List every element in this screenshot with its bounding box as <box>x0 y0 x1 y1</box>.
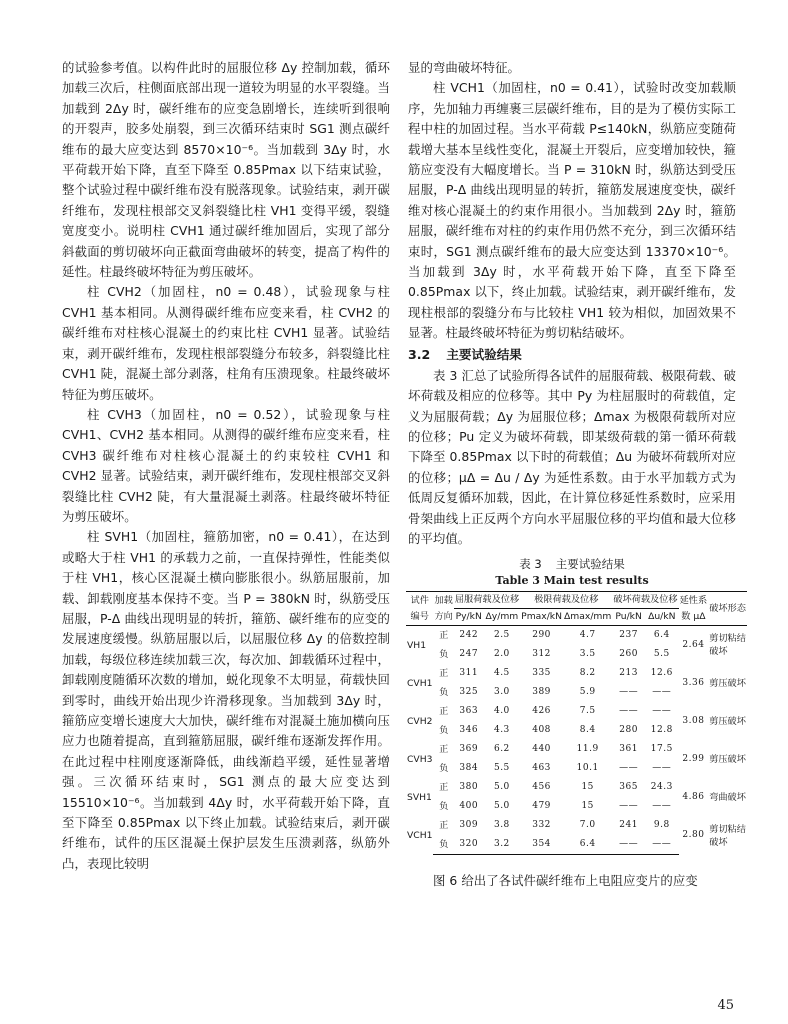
cell-ductility: 2.80 <box>682 830 705 841</box>
th-pu: Pu/kN <box>612 609 645 626</box>
cell-value: 213 <box>619 668 638 679</box>
cell-value: 400 <box>459 801 479 812</box>
table-row <box>406 702 747 721</box>
cell-value: 10.1 <box>576 763 599 774</box>
cell-value: 365 <box>619 782 638 793</box>
th-specimen: 试件 <box>406 592 433 609</box>
cell-value: 241 <box>619 820 638 831</box>
cell-direction: 正 <box>439 706 449 718</box>
cell-direction: 正 <box>439 630 449 642</box>
th-du: Δu/kN <box>645 609 679 626</box>
cell-specimen-id: VH1 <box>407 639 427 651</box>
cell-value: 325 <box>459 687 479 698</box>
cell-value: —— <box>652 763 672 774</box>
cell-value: 8.2 <box>579 668 596 679</box>
cell-value: —— <box>652 687 672 698</box>
cell-value: 389 <box>532 687 551 698</box>
cell-value: 309 <box>459 820 479 831</box>
cell-value: 479 <box>532 801 551 812</box>
cell-direction: 负 <box>439 763 449 775</box>
th-ductility: 延性系 <box>679 592 709 609</box>
table-row <box>406 778 747 797</box>
cell-value: 363 <box>459 706 479 717</box>
table-row <box>406 740 747 759</box>
cell-value: 4.7 <box>579 630 596 641</box>
cell-value: 5.5 <box>653 649 670 660</box>
cell-value: 12.8 <box>650 725 673 736</box>
section-title: 主要试验结果 <box>446 346 522 362</box>
th-direction: 加载 <box>433 592 453 609</box>
cell-value: 5.0 <box>493 801 510 812</box>
cell-direction: 负 <box>433 835 453 855</box>
cell-specimen-id: SVH1 <box>407 791 432 803</box>
cell-value: 242 <box>459 630 479 641</box>
cell-failure-mode: 剪切粘结破坏 <box>709 823 746 848</box>
cell-value: 4.3 <box>493 725 510 736</box>
cell-ductility: 3.08 <box>682 715 705 726</box>
cell-value: 4.0 <box>493 706 510 717</box>
table-row <box>406 626 747 646</box>
cell-value: 320 <box>454 835 484 855</box>
paragraph-cvh3: 柱 CVH3（加固柱，n0 = 0.52），试验现象与柱 CVH1、CVH2 基本相同。从测得的碳纤维布应变来看，柱 CVH3 碳纤维布对柱核心混凝土的约束较柱 CVH1 和 CVH2 显著。试验结束，剥开碳纤维布，发现柱根部交叉斜裂缝比柱 CVH2 陡，有大量混凝土剥落。柱最终破坏特征为剪压破坏。 <box>62 406 390 524</box>
cell-value: 3.0 <box>493 687 510 698</box>
table-body <box>406 626 747 855</box>
cell-value: —— <box>619 763 639 774</box>
cell-value: 2.0 <box>493 649 510 660</box>
cell-specimen-id: CVH2 <box>407 715 433 727</box>
cell-value: —— <box>619 706 639 717</box>
cell-value: 7.0 <box>579 820 596 831</box>
cell-value: 440 <box>532 744 551 755</box>
section-heading <box>408 344 736 366</box>
th-failure-mode: 破坏形态 <box>708 592 747 626</box>
cell-value: 8.4 <box>579 725 596 736</box>
paragraph-vch1: 柱 VCH1（加固柱，n0 = 0.41），试验时改变加载顺序，先加轴力再缠裹三层碳纤维布，目的是为了模仿实际工程中柱的加固过程。当水平荷载 P≤140kN，纵筋应变随荷载增大基本呈线性变化，混凝土开裂后，应变增加较快，箍筋应变没有大幅度增长。当 P = 310kN 时，纵筋达到受压屈服，P-Δ 曲线出现明显的转折，箍筋发展速度变快，碳纤维对核心混凝土的约束作用很小。当加载到 2Δy 时，箍筋屈服，碳纤维布对柱的约束作用仍然不充分，到三次循环结束时，SG1 测点碳纤维布的最大应变达到 13370×10⁻⁶。当加载到 3Δy 时，水平荷载开始下降，直至下降至 0.85Pmax 以下，终止加载。试验结束，剥开碳纤维布，发现柱根部的裂缝分布与比较柱 VH1 较为相似，加固效果不显著。柱最终破坏特征为剪切粘结破坏。 <box>408 80 736 341</box>
table-caption-cn <box>408 555 736 573</box>
cell-value: 369 <box>459 744 479 755</box>
th-failure-load: 破坏荷载及位移 <box>612 592 678 609</box>
cell-direction: 负 <box>439 649 449 661</box>
section-number: 3.2 <box>408 346 431 362</box>
cell-failure-mode: 剪压破坏 <box>709 677 746 689</box>
cell-value: 346 <box>459 725 479 736</box>
cell-specimen-id: CVH1 <box>407 677 433 689</box>
cell-value: 5.0 <box>493 782 510 793</box>
cell-value: 290 <box>532 630 551 641</box>
paragraph-cvh1-continued: 的试验参考值。以构件此时的屈服位移 Δy 控制加载，循环加载三次后，柱侧面底部出现一道较为明显的水平裂缝。当加载到 2Δy 时，碳纤维布的应变急剧增长，连续听到很响的开裂声，胶多处崩裂，到三次循环结束时 SG1 测点碳纤维布的最大应变达到 8570×10⁻⁶。当加载到 3Δy 时，水平荷载开始下降，直至下降至 0.85Pmax 以下结束试验，整个试验过程中碳纤维布没有脱落现象。试验结束，剥开碳纤维布，发现柱根部交叉斜裂缝比柱 VH1 变得平缓，裂缝宽度变小。说明柱 CVH1 通过碳纤维加固后，实现了部分斜截面的剪切破坏向正截面弯曲破坏的转变，提高了构件的延性。柱最终破坏特征为剪压破坏。 <box>62 60 390 280</box>
cell-value: 7.5 <box>579 706 596 717</box>
cell-value: —— <box>619 801 639 812</box>
cell-value: 354 <box>520 835 563 855</box>
cell-value: 463 <box>532 763 551 774</box>
cell-value: 332 <box>532 820 551 831</box>
cell-value: 335 <box>532 668 551 679</box>
cell-value: 3.8 <box>493 820 510 831</box>
right-column <box>407 58 746 892</box>
paragraph-svh1: 柱 SVH1（加固柱，箍筋加密，n0 = 0.41），在达到或略大于柱 VH1 的承载力之前，一直保持弹性，性能类似于柱 VH1，核心区混凝土横向膨胀很小。纵筋屈服前，加载、卸载刚度基本保持不变。当 P = 380kN 时，纵筋受压屈服，P-Δ 曲线出现明显的转折，箍筋、碳纤维布的应变的发展速度缓慢。纵筋屈服以后，以屈服位移 Δy 的倍数控制加载，每级位移连续加载三次，每次加、卸载循环过程中，卸载刚度随循环次数的增加，蜕化现象不太明显，荷载快回到零时，曲线开始出现少许滑移现象。当加载到 3Δy 时，箍筋应变增长速度大大加快，碳纤维布对混凝土施加横向压应力也随着提高，直到箍筋屈服，碳纤维布逐渐发挥作用。在此过程中柱刚度逐渐降低，曲线渐趋平缓，延性显著增强。三次循环结束时，SG1 测点的最大应变达到 15510×10⁻⁶。当加载到 4Δy 时，水平荷载开始下降，直至下降至 0.85Pmax 以下终止加载。试验结束后，剥开碳纤维布，试件的压区混凝土保护层发生压溃剥落，纵筋外凸，表现比较明 <box>62 529 390 871</box>
cell-value: 6.4 <box>563 835 612 855</box>
table-caption-number: 表 3 <box>519 557 542 572</box>
cell-specimen-id: CVH3 <box>407 753 433 765</box>
cell-value: 3.5 <box>579 649 596 660</box>
cell-value: —— <box>645 835 679 855</box>
cell-specimen-id: VCH1 <box>407 830 433 842</box>
cell-value: 280 <box>619 725 638 736</box>
cell-value: 5.5 <box>493 763 510 774</box>
cell-value: 17.5 <box>650 744 673 755</box>
th-mu: 数 μΔ <box>679 609 709 626</box>
cell-value: 312 <box>532 649 551 660</box>
cell-value: 11.9 <box>576 744 599 755</box>
th-dy: Δy/mm <box>484 609 521 626</box>
cell-value: 247 <box>459 649 479 660</box>
cell-ductility: 2.99 <box>682 753 705 764</box>
page-number: 45 <box>717 998 734 1013</box>
cell-value: 15 <box>581 801 594 812</box>
th-yield: 屈服荷载及位移 <box>454 592 520 609</box>
cell-ductility: 2.64 <box>682 639 705 650</box>
cell-value: 237 <box>619 630 638 641</box>
cell-direction: 正 <box>439 782 449 794</box>
th-pmax: Pmax/kN <box>520 609 563 626</box>
cell-value: —— <box>612 835 645 855</box>
cell-value: 311 <box>459 668 479 679</box>
cell-value: 24.3 <box>650 782 673 793</box>
cell-value: 408 <box>532 725 551 736</box>
cell-value: 2.5 <box>493 630 510 641</box>
cell-value: 380 <box>459 782 479 793</box>
th-id-label: 编号 <box>406 609 433 626</box>
paragraph-svh1-end: 显的弯曲破坏特征。 <box>408 60 520 75</box>
cell-value: 4.5 <box>493 668 510 679</box>
cell-value: 6.2 <box>493 744 510 755</box>
cell-value: 456 <box>532 782 551 793</box>
table-row <box>406 816 747 835</box>
table-row <box>406 664 747 683</box>
cell-failure-mode: 剪切粘结破坏 <box>709 633 746 658</box>
left-column <box>62 58 390 874</box>
cell-direction: 负 <box>439 725 449 737</box>
cell-failure-mode: 剪压破坏 <box>709 753 746 765</box>
cell-direction: 负 <box>439 687 449 699</box>
cell-value: 260 <box>619 649 638 660</box>
cell-value: 361 <box>619 744 638 755</box>
th-ultimate: 极限荷载及位移 <box>520 592 612 609</box>
cell-ductility: 4.86 <box>682 791 705 802</box>
cell-direction: 负 <box>439 801 449 813</box>
cell-value: 15 <box>581 782 594 793</box>
cell-value: —— <box>652 706 672 717</box>
th-py: Py/kN <box>454 609 484 626</box>
cell-value: 3.2 <box>484 835 521 855</box>
table-caption-en: Table 3 Main test results <box>495 574 649 588</box>
cell-value: 6.4 <box>653 630 670 641</box>
cell-failure-mode: 弯曲破坏 <box>709 791 746 803</box>
th-dmax: Δmax/mm <box>563 609 612 626</box>
paragraph-figure6: 图 6 给出了各试件碳纤维布上电阻应变片的应变 <box>433 873 698 889</box>
cell-direction: 正 <box>439 668 449 680</box>
cell-value: 12.6 <box>650 668 673 679</box>
table-caption-title: 主要试验结果 <box>555 557 625 572</box>
cell-value: 9.8 <box>653 820 670 831</box>
cell-value: 384 <box>459 763 479 774</box>
th-dir-label: 方向 <box>433 609 453 626</box>
cell-value: —— <box>652 801 672 812</box>
paragraph-cvh2: 柱 CVH2（加固柱，n0 = 0.48），试验现象与柱 CVH1 基本相同。从测得碳纤维布应变来看，柱 CVH2 的碳纤维布对柱核心混凝土的约束比柱 CVH1 显著。试验结束，剥开碳纤维布，发现柱根部裂缝分布较多，斜裂缝比柱 CVH1 陡，混凝土部分剥落，柱角有压溃现象。柱最终破坏特征为剪压破坏。 <box>62 284 390 402</box>
results-table <box>406 591 747 855</box>
cell-value: —— <box>619 687 639 698</box>
paragraph-results-summary: 表 3 汇总了试验所得各试件的屈服荷载、极限荷载、破坏荷载及相应的位移等。其中 Py 为柱屈服时的荷载值，定义为屈服荷载；Δy 为屈服位移；Δmax 为极限荷载所对应的位移；Pu 定义为破坏荷载，即某级荷载的第一循环荷载下降至 0.85Pmax 以下时的荷载值；Δu 为破坏荷载所对应的位移；μΔ = Δu / Δy 为延性系数。由于水平加载方式为低周反复循环加载，因此，在计算位移延性系数时，应采用骨架曲线上正反两个方向水平屈服位移的平均值和最大位移的平均值。 <box>408 367 736 546</box>
cell-ductility: 3.36 <box>682 677 705 688</box>
cell-value: 426 <box>532 706 551 717</box>
cell-direction: 正 <box>439 820 449 832</box>
cell-failure-mode: 剪压破坏 <box>709 715 746 727</box>
cell-direction: 正 <box>439 744 449 756</box>
cell-value: 5.9 <box>579 687 596 698</box>
